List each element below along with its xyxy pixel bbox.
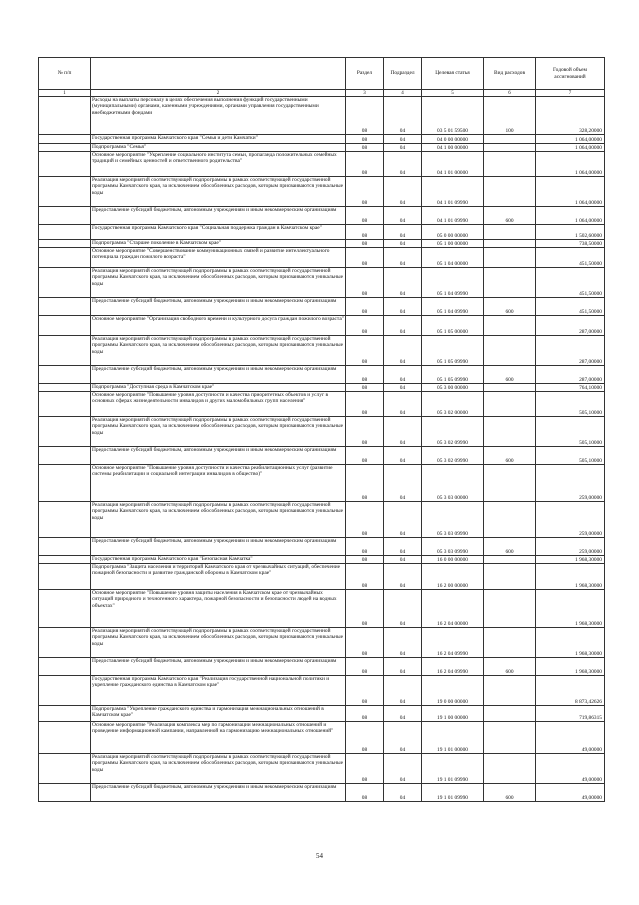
- column-number: 7: [536, 90, 605, 97]
- row-podrazdel-cell: 04: [384, 590, 422, 628]
- table-row: [39, 392, 605, 417]
- row-vid-cell: 100: [484, 97, 536, 135]
- row-name-cell: Основное мероприятие "Повышение уровня доступности и качества реабилитационных услуг (развитие системы реабилитации и социальной интеграции инвалидов в общество)": [91, 465, 346, 502]
- row-number-cell: [39, 336, 91, 366]
- row-name-cell: Предоставление субсидий бюджетным, автономным учреждениям и иным некоммерческим организациям: [91, 207, 346, 225]
- row-razdel-cell: 08: [346, 784, 384, 802]
- row-number-cell: [39, 248, 91, 268]
- row-name-cell: Реализация мероприятий соответствующей подпрограммы в рамках соответствующей государственной программы Камчатского края, за исключением обособленных расходов, которым присваиваются уникальные коды: [91, 177, 346, 207]
- row-amount-cell: 505,10000: [536, 447, 605, 465]
- column-number: 2: [91, 90, 346, 97]
- row-target-cell: 05 1 04 09990: [422, 298, 484, 316]
- row-number-cell: [39, 556, 91, 564]
- row-vid-cell: [484, 706, 536, 722]
- row-podrazdel-cell: 04: [384, 784, 422, 802]
- row-number-cell: [39, 144, 91, 152]
- row-name-cell: Предоставление субсидий бюджетным, автономным учреждениям и иным некоммерческим организациям: [91, 658, 346, 676]
- table-row: [39, 784, 605, 802]
- row-amount-cell: 1 968,30000: [536, 658, 605, 676]
- row-number-cell: [39, 465, 91, 502]
- row-podrazdel-cell: 04: [384, 177, 422, 207]
- row-target-cell: 05 0 00 00000: [422, 225, 484, 240]
- row-target-cell: 16 2 04 09990: [422, 628, 484, 658]
- row-razdel-cell: 08: [346, 392, 384, 417]
- row-podrazdel-cell: 04: [384, 447, 422, 465]
- row-podrazdel-cell: 04: [384, 564, 422, 590]
- row-podrazdel-cell: 04: [384, 248, 422, 268]
- table-row: [39, 465, 605, 502]
- row-vid-cell: 600: [484, 784, 536, 802]
- row-target-cell: 04 1 01 09990: [422, 177, 484, 207]
- table-row: [39, 447, 605, 465]
- row-amount-cell: 1 968,30000: [536, 556, 605, 564]
- row-name-cell: Реализация мероприятий соответствующей подпрограммы в рамках соответствующей государственной программы Камчатского края, за исключением обособленных расходов, которым присваиваются уникальные коды: [91, 336, 346, 366]
- row-number-cell: [39, 392, 91, 417]
- row-vid-cell: [484, 502, 536, 538]
- row-razdel-cell: 08: [346, 298, 384, 316]
- table-row: [39, 225, 605, 240]
- row-vid-cell: [484, 556, 536, 564]
- row-razdel-cell: 08: [346, 336, 384, 366]
- row-podrazdel-cell: 04: [384, 135, 422, 144]
- row-target-cell: 05 1 04 00000: [422, 248, 484, 268]
- row-number-cell: [39, 564, 91, 590]
- header-podrazdel: Подраздел: [384, 58, 422, 90]
- row-name-cell: Государственная программа Камчатского края "Семья и дети Камчатки": [91, 135, 346, 144]
- row-target-cell: 05 1 05 00000: [422, 316, 484, 336]
- row-razdel-cell: 08: [346, 97, 384, 135]
- row-target-cell: 16 2 00 00000: [422, 564, 484, 590]
- row-name-cell: Основное мероприятие "Укрепление социального института семьи, пропаганда положительных семейных традиций и семейных ценностей и ответственного родительства": [91, 152, 346, 177]
- row-number-cell: [39, 135, 91, 144]
- table-row: [39, 207, 605, 225]
- row-name-cell: Предоставление субсидий бюджетным, автономным учреждениям и иным некоммерческим организациям: [91, 447, 346, 465]
- row-amount-cell: 1 064,00000: [536, 207, 605, 225]
- row-razdel-cell: 08: [346, 268, 384, 298]
- row-razdel-cell: 08: [346, 366, 384, 384]
- row-podrazdel-cell: 04: [384, 722, 422, 754]
- row-target-cell: 04 1 01 00000: [422, 152, 484, 177]
- row-vid-cell: [484, 336, 536, 366]
- row-target-cell: 05 3 02 09990: [422, 417, 484, 447]
- row-vid-cell: [484, 465, 536, 502]
- row-number-cell: [39, 502, 91, 538]
- row-amount-cell: 287,00000: [536, 366, 605, 384]
- row-name-cell: Подпрограмма "Доступная среда в Камчатском крае": [91, 384, 346, 392]
- row-number-cell: [39, 207, 91, 225]
- row-amount-cell: 1 064,00000: [536, 177, 605, 207]
- row-amount-cell: 1 968,30000: [536, 564, 605, 590]
- table-row: [39, 564, 605, 590]
- row-podrazdel-cell: 04: [384, 417, 422, 447]
- row-podrazdel-cell: 04: [384, 298, 422, 316]
- row-number-cell: [39, 447, 91, 465]
- row-podrazdel-cell: 04: [384, 97, 422, 135]
- row-target-cell: 19 1 00 00000: [422, 706, 484, 722]
- row-name-cell: Реализация мероприятий соответствующей подпрограммы в рамках соответствующей государственной программы Камчатского края, за исключением обособленных расходов, которым присваиваются уникальные коды: [91, 268, 346, 298]
- row-name-cell: Государственная программа Камчатского края "Безопасная Камчатка": [91, 556, 346, 564]
- row-amount-cell: 49,00000: [536, 754, 605, 784]
- row-podrazdel-cell: 04: [384, 538, 422, 556]
- row-target-cell: 19 0 00 00000: [422, 676, 484, 706]
- row-razdel-cell: 08: [346, 556, 384, 564]
- row-vid-cell: [484, 152, 536, 177]
- header-num: № п/п: [39, 58, 91, 90]
- row-razdel-cell: 08: [346, 447, 384, 465]
- row-name-cell: Основное мероприятие "Организация свободного времени и культурного досуга граждан пожилого возраста": [91, 316, 346, 336]
- row-amount-cell: 1 968,30000: [536, 590, 605, 628]
- row-razdel-cell: 08: [346, 722, 384, 754]
- row-target-cell: 05 1 00 00000: [422, 240, 484, 248]
- row-target-cell: 05 1 05 09990: [422, 336, 484, 366]
- table-row: [39, 144, 605, 152]
- column-number: 4: [384, 90, 422, 97]
- column-number: 1: [39, 90, 91, 97]
- row-number-cell: [39, 268, 91, 298]
- table-row: [39, 268, 605, 298]
- row-podrazdel-cell: 04: [384, 502, 422, 538]
- row-target-cell: 05 3 03 09990: [422, 538, 484, 556]
- row-vid-cell: [484, 135, 536, 144]
- page-number: 54: [316, 852, 323, 860]
- row-razdel-cell: 08: [346, 240, 384, 248]
- row-name-cell: Основное мероприятие "Повышение уровня доступности и качества приоритетных объектов и услуг в основных сферах жизнедеятельности инвалидов и других маломобильных групп населения": [91, 392, 346, 417]
- row-amount-cell: 451,50000: [536, 248, 605, 268]
- row-podrazdel-cell: 04: [384, 384, 422, 392]
- row-target-cell: 05 3 02 00000: [422, 392, 484, 417]
- row-name-cell: Реализация мероприятий соответствующей подпрограммы в рамках соответствующей государственной программы Камчатского края, за исключением обособленных расходов, которым присваиваются уникальные коды: [91, 417, 346, 447]
- row-number-cell: [39, 225, 91, 240]
- row-number-cell: [39, 240, 91, 248]
- table-row: [39, 556, 605, 564]
- row-amount-cell: 1 502,60000: [536, 225, 605, 240]
- row-vid-cell: 600: [484, 366, 536, 384]
- row-podrazdel-cell: 04: [384, 556, 422, 564]
- row-vid-cell: 600: [484, 298, 536, 316]
- row-number-cell: [39, 658, 91, 676]
- row-name-cell: Расходы на выплаты персоналу в целях обеспечения выполнения функций государственными (муниципальными) органами, казенными учреждениями, органами управления государственными внебюджетными фондами: [91, 97, 346, 135]
- row-name-cell: Предоставление субсидий бюджетным, автономным учреждениям и иным некоммерческим организациям: [91, 784, 346, 802]
- row-amount-cell: 505,10000: [536, 417, 605, 447]
- row-amount-cell: 505,10000: [536, 392, 605, 417]
- header-target: Целевая статья: [422, 58, 484, 90]
- table-row: [39, 316, 605, 336]
- row-razdel-cell: 08: [346, 248, 384, 268]
- row-vid-cell: [484, 316, 536, 336]
- row-razdel-cell: 08: [346, 144, 384, 152]
- row-number-cell: [39, 538, 91, 556]
- row-number-cell: [39, 590, 91, 628]
- row-vid-cell: [484, 384, 536, 392]
- row-target-cell: 16 0 00 00000: [422, 556, 484, 564]
- row-number-cell: [39, 706, 91, 722]
- row-amount-cell: 719,86315: [536, 706, 605, 722]
- row-amount-cell: 259,00000: [536, 465, 605, 502]
- column-number-row: [39, 90, 605, 97]
- row-number-cell: [39, 298, 91, 316]
- table-row: [39, 417, 605, 447]
- row-name-cell: Основное мероприятие "Повышение уровня защиты населения в Камчатском крае от чрезвычайных ситуаций природного и техногенного характера, пожарной безопасности и безопасности людей на водных объектах": [91, 590, 346, 628]
- row-number-cell: [39, 628, 91, 658]
- row-amount-cell: 1 064,00000: [536, 144, 605, 152]
- row-name-cell: Подпрограмма "Укрепление гражданского единства и гармонизация межнациональных отношений в Камчатском крае": [91, 706, 346, 722]
- row-vid-cell: [484, 177, 536, 207]
- row-vid-cell: [484, 722, 536, 754]
- row-name-cell: Подпрограмма "Старшее поколение в Камчатском крае": [91, 240, 346, 248]
- row-podrazdel-cell: 04: [384, 392, 422, 417]
- row-vid-cell: [484, 590, 536, 628]
- header-vid: Вид расходов: [484, 58, 536, 90]
- row-podrazdel-cell: 04: [384, 366, 422, 384]
- row-name-cell: Основное мероприятие "Реализация комплекса мер по гармонизации межнациональных отношений и проведение информационной кампании, направленной на гармонизацию межнациональных отношений": [91, 722, 346, 754]
- row-podrazdel-cell: 04: [384, 676, 422, 706]
- table-row: [39, 177, 605, 207]
- row-razdel-cell: 08: [346, 564, 384, 590]
- table-row: [39, 135, 605, 144]
- row-target-cell: 03 5 01 59500: [422, 97, 484, 135]
- row-podrazdel-cell: 04: [384, 465, 422, 502]
- row-razdel-cell: 08: [346, 207, 384, 225]
- row-vid-cell: [484, 392, 536, 417]
- row-target-cell: 16 2 04 00000: [422, 590, 484, 628]
- row-target-cell: 05 3 00 00000: [422, 384, 484, 392]
- row-name-cell: Основное мероприятие "Совершенствование коммуникационных связей и развитие интеллектуального потенциала граждан пожилого возраста": [91, 248, 346, 268]
- row-target-cell: 16 2 04 09990: [422, 658, 484, 676]
- row-amount-cell: 259,00000: [536, 538, 605, 556]
- table-row: [39, 590, 605, 628]
- row-name-cell: Подпрограмма "Защита населения и территорий Камчатского края от чрезвычайных ситуаций, обеспечение пожарной безопасности и развитие гражданской обороны в Камчатском крае": [91, 564, 346, 590]
- row-vid-cell: [484, 628, 536, 658]
- table-row: [39, 722, 605, 754]
- row-razdel-cell: 08: [346, 384, 384, 392]
- row-target-cell: 05 1 05 09990: [422, 366, 484, 384]
- column-number: 5: [422, 90, 484, 97]
- row-vid-cell: [484, 268, 536, 298]
- table-row: [39, 628, 605, 658]
- row-razdel-cell: 08: [346, 465, 384, 502]
- row-podrazdel-cell: 04: [384, 268, 422, 298]
- row-vid-cell: [484, 676, 536, 706]
- row-vid-cell: [484, 144, 536, 152]
- row-razdel-cell: 08: [346, 135, 384, 144]
- table-row: [39, 502, 605, 538]
- row-podrazdel-cell: 04: [384, 152, 422, 177]
- row-amount-cell: 8 873,42626: [536, 676, 605, 706]
- budget-table: [38, 57, 605, 802]
- row-razdel-cell: 08: [346, 502, 384, 538]
- row-razdel-cell: 08: [346, 754, 384, 784]
- row-target-cell: 19 1 01 00000: [422, 722, 484, 754]
- column-number: 3: [346, 90, 384, 97]
- row-razdel-cell: 08: [346, 658, 384, 676]
- row-vid-cell: 600: [484, 538, 536, 556]
- row-razdel-cell: 08: [346, 225, 384, 240]
- row-vid-cell: [484, 417, 536, 447]
- table-body: [39, 97, 605, 802]
- row-name-cell: Реализация мероприятий соответствующей подпрограммы в рамках соответствующей государственной программы Камчатского края, за исключением обособленных расходов, которым присваиваются уникальные коды: [91, 502, 346, 538]
- table-row: [39, 240, 605, 248]
- row-number-cell: [39, 384, 91, 392]
- table-row: [39, 676, 605, 706]
- row-amount-cell: 287,00000: [536, 336, 605, 366]
- row-target-cell: 19 1 01 09990: [422, 784, 484, 802]
- table-row: [39, 366, 605, 384]
- row-name-cell: Предоставление субсидий бюджетным, автономным учреждениям и иным некоммерческим организациям: [91, 538, 346, 556]
- row-target-cell: 04 0 00 00000: [422, 135, 484, 144]
- row-number-cell: [39, 784, 91, 802]
- row-amount-cell: 1 968,30000: [536, 628, 605, 658]
- table-row: [39, 97, 605, 135]
- row-number-cell: [39, 177, 91, 207]
- row-amount-cell: 287,00000: [536, 316, 605, 336]
- row-razdel-cell: 08: [346, 590, 384, 628]
- row-number-cell: [39, 97, 91, 135]
- table-row: [39, 754, 605, 784]
- row-target-cell: 05 1 04 09990: [422, 268, 484, 298]
- header-razdel: Раздел: [346, 58, 384, 90]
- column-number: 6: [484, 90, 536, 97]
- row-vid-cell: 600: [484, 658, 536, 676]
- row-target-cell: 05 3 03 00000: [422, 465, 484, 502]
- row-podrazdel-cell: 04: [384, 316, 422, 336]
- row-target-cell: 19 1 01 09990: [422, 754, 484, 784]
- row-vid-cell: [484, 225, 536, 240]
- row-podrazdel-cell: 04: [384, 144, 422, 152]
- row-amount-cell: 259,00000: [536, 502, 605, 538]
- table-row: [39, 248, 605, 268]
- row-podrazdel-cell: 04: [384, 658, 422, 676]
- row-target-cell: 04 1 01 09990: [422, 207, 484, 225]
- row-amount-cell: 451,50000: [536, 298, 605, 316]
- table-row: [39, 384, 605, 392]
- row-number-cell: [39, 754, 91, 784]
- row-amount-cell: 451,50000: [536, 268, 605, 298]
- row-vid-cell: [484, 754, 536, 784]
- row-vid-cell: 600: [484, 207, 536, 225]
- row-razdel-cell: 08: [346, 152, 384, 177]
- row-razdel-cell: 08: [346, 316, 384, 336]
- row-podrazdel-cell: 04: [384, 225, 422, 240]
- header-amount: Годовой объем ассигнований: [536, 58, 605, 90]
- row-razdel-cell: 08: [346, 676, 384, 706]
- row-vid-cell: [484, 248, 536, 268]
- row-name-cell: Предоставление субсидий бюджетным, автономным учреждениям и иным некоммерческим организациям: [91, 298, 346, 316]
- row-target-cell: 05 3 03 09990: [422, 502, 484, 538]
- row-name-cell: Предоставление субсидий бюджетным, автономным учреждениям и иным некоммерческим организациям: [91, 366, 346, 384]
- row-name-cell: Реализация мероприятий соответствующей подпрограммы в рамках соответствующей государственной программы Камчатского края, за исключением обособленных расходов, которым присваиваются уникальные коды: [91, 754, 346, 784]
- row-razdel-cell: 08: [346, 417, 384, 447]
- table-row: [39, 152, 605, 177]
- row-podrazdel-cell: 04: [384, 240, 422, 248]
- row-razdel-cell: 08: [346, 706, 384, 722]
- table-row: [39, 706, 605, 722]
- row-podrazdel-cell: 04: [384, 336, 422, 366]
- row-number-cell: [39, 152, 91, 177]
- row-razdel-cell: 08: [346, 538, 384, 556]
- row-podrazdel-cell: 04: [384, 706, 422, 722]
- row-amount-cell: 1 064,00000: [536, 135, 605, 144]
- row-amount-cell: 328,20000: [536, 97, 605, 135]
- table-row: [39, 298, 605, 316]
- row-name-cell: Государственная программа Камчатского края "Социальная поддержка граждан в Камчатском крае": [91, 225, 346, 240]
- row-number-cell: [39, 366, 91, 384]
- table-row: [39, 538, 605, 556]
- row-amount-cell: 49,00000: [536, 722, 605, 754]
- row-number-cell: [39, 417, 91, 447]
- row-amount-cell: 738,50000: [536, 240, 605, 248]
- row-number-cell: [39, 676, 91, 706]
- row-podrazdel-cell: 04: [384, 207, 422, 225]
- row-amount-cell: 764,10000: [536, 384, 605, 392]
- row-number-cell: [39, 722, 91, 754]
- row-vid-cell: [484, 564, 536, 590]
- row-razdel-cell: 08: [346, 628, 384, 658]
- row-podrazdel-cell: 04: [384, 628, 422, 658]
- row-target-cell: 05 3 02 09990: [422, 447, 484, 465]
- row-number-cell: [39, 316, 91, 336]
- table-row: [39, 658, 605, 676]
- row-razdel-cell: 08: [346, 177, 384, 207]
- row-podrazdel-cell: 04: [384, 754, 422, 784]
- row-amount-cell: 1 064,00000: [536, 152, 605, 177]
- row-target-cell: 04 1 00 00000: [422, 144, 484, 152]
- table-header-row: [39, 58, 605, 90]
- row-vid-cell: [484, 240, 536, 248]
- table-row: [39, 336, 605, 366]
- row-vid-cell: 600: [484, 447, 536, 465]
- row-name-cell: Реализация мероприятий соответствующей подпрограммы в рамках соответствующей государственной программы Камчатского края, за исключением обособленных расходов, которым присваиваются уникальные коды: [91, 628, 346, 658]
- row-name-cell: Государственная программа Камчатского края "Реализация государственной национальной политики и укрепление гражданского единства в Камчатском крае": [91, 676, 346, 706]
- header-name: [91, 58, 346, 90]
- row-name-cell: Подпрограмма "Семья": [91, 144, 346, 152]
- row-amount-cell: 49,00000: [536, 784, 605, 802]
